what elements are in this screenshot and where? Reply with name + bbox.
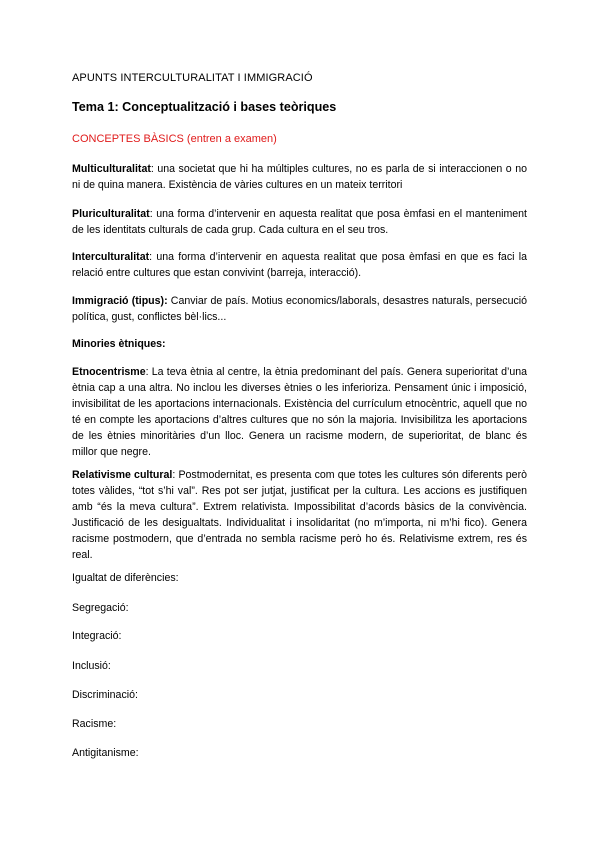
document-page xyxy=(72,0,527,848)
item-integracio: Integració: xyxy=(72,630,122,642)
item-segregacio: Segregació: xyxy=(72,602,129,614)
definition-interculturalitat xyxy=(72,249,527,281)
minority-term: Relativisme cultural xyxy=(72,469,173,481)
definition-term: Multiculturalitat xyxy=(72,163,151,175)
definition-immigracio xyxy=(72,293,527,325)
definition-multiculturalitat xyxy=(72,161,527,193)
item-antigitanisme: Antigitanisme: xyxy=(72,747,139,759)
minority-text: : Postmodernitat, es presenta com que totes les cultures són diferents però totes vàlides, “tot s’hi val”. Res pot ser jutjat, justificat per la cultura. Les accions es justifiquen amb “és la meva cultura”. Extrem relativista. Impossibilitat d’acords bàsics de la convivència. Justificació de les desigualtats. Individualitat i insolidaritat (no m’importa, ni m’hi fico). Genera racisme postmodern, que d’entrada no sembla racisme però ho és. Relativisme extrem, res és real. xyxy=(72,469,527,561)
definition-term: Immigració (tipus): xyxy=(72,295,168,307)
definition-text: : una forma d’intervenir en aquesta realitat que posa èmfasi en que es faci la relació entre cultures que estan convivint (barreja, interacció). xyxy=(72,251,527,279)
document-title: APUNTS INTERCULTURALITAT I IMMIGRACIÓ xyxy=(72,72,313,84)
minority-text: : La teva ètnia al centre, la ètnia predominant del país. Genera superioritat d’una ètnia cap a una altra. No inclou les diverses ètnies o les inferioriza. Pensament únic i imposició, invisibilitat de les aportacions internacionals. Existència del currículum etnocèntric, aquell que no té en compte les aportacions d’altres cultures que no són la majoria. Invisibilitza les aportacions de les ètnies minoritàries d’un lloc. Genera un racisme modern, de superioritat, de blanc és millor que negre. xyxy=(72,366,527,458)
minority-relativisme xyxy=(72,467,527,563)
definition-text: Canviar de país. Motius economics/laborals, desastres naturals, persecució política, gust, conflictes bèl·lics... xyxy=(72,295,527,323)
item-racisme: Racisme: xyxy=(72,718,117,730)
item-inclusio: Inclusió: xyxy=(72,660,111,672)
definition-pluriculturalitat xyxy=(72,206,527,238)
definition-text: : una forma d’intervenir en aquesta realitat que posa èmfasi en el manteniment de les identitats culturals de cada grup. Cada cultura en el seu tros. xyxy=(72,208,527,236)
section-heading: CONCEPTES BÀSICS (entren a examen) xyxy=(72,133,277,145)
item-igualtat: Igualtat de diferències: xyxy=(72,572,179,584)
item-discriminacio: Discriminació: xyxy=(72,689,138,701)
definition-term: Interculturalitat xyxy=(72,251,150,263)
topic-heading: Tema 1: Conceptualització i bases teòriques xyxy=(72,100,337,114)
minority-term: Etnocentrisme xyxy=(72,366,146,378)
minority-etnocentrisme xyxy=(72,364,527,460)
definition-text: : una societat que hi ha múltiples cultures, no es parla de si interaccionen o no ni de quina manera. Existència de vàries cultures en un mateix territori xyxy=(72,163,527,191)
minorities-heading: Minories ètniques: xyxy=(72,338,166,350)
definition-term: Pluriculturalitat xyxy=(72,208,150,220)
